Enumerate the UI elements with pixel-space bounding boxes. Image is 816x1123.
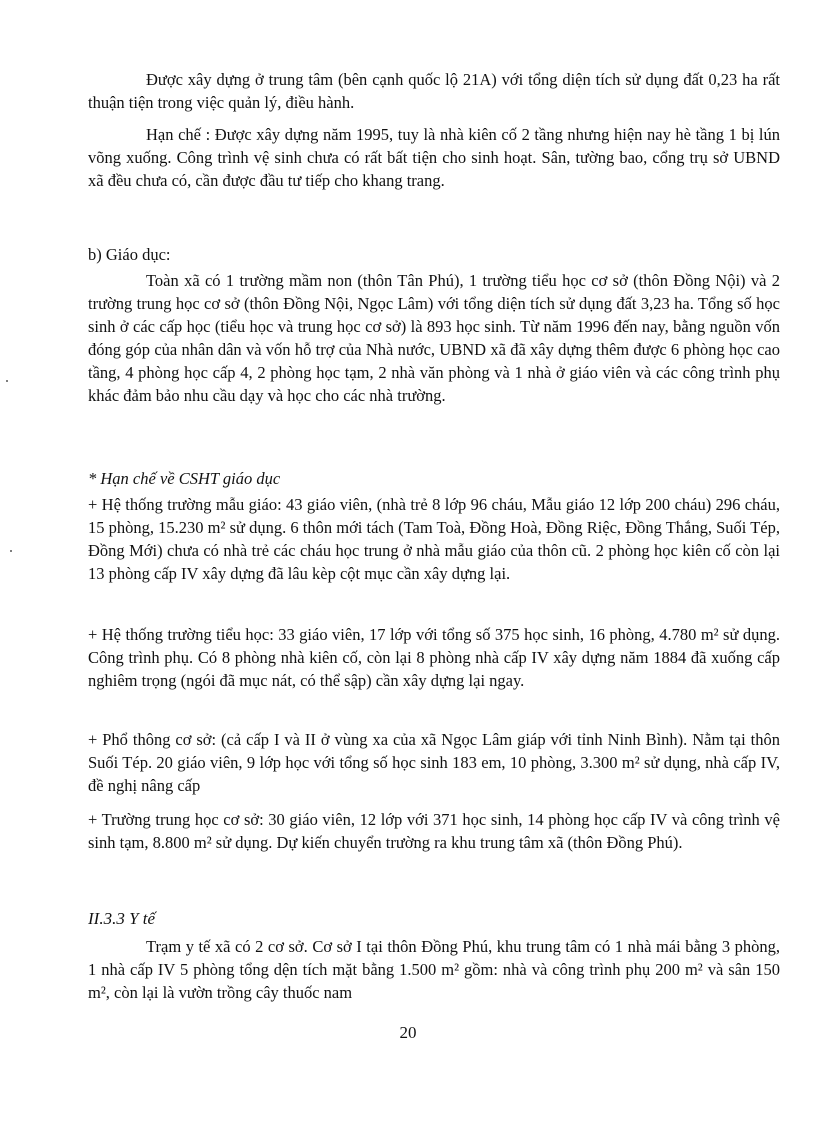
list-item-general-school: + Phổ thông cơ sở: (cả cấp I và II ở vùng xa của xã Ngọc Lâm giáp với tỉnh Ninh Bình). Nằm tại thôn Suối Tép. 20 giáo viên, 9 lớp học với tổng số học sinh 183 em, 10 phòng, 3.300 m² sử dụng, nhà cấp IV, đề nghị nâng cấp xyxy=(88,730,780,795)
list-item-primary: + Hệ thống trường tiểu học: 33 giáo viên, 17 lớp với tổng số 375 học sinh, 16 phòng, 4.780 m² sử dụng. Công trình phụ. Có 8 phòng nhà kiên cố, còn lại 8 phòng nhà cấp IV xây dựng năm 1884 đã xuống cấp nghiêm trọng (ngói đã mục nát, có thể sập) cần xây dựng lại ngay. xyxy=(88,625,780,690)
list-item-secondary: + Trường trung học cơ sở: 30 giáo viên, 12 lớp với 371 học sinh, 14 phòng học cấp IV và công trình vệ sinh tạm, 8.800 m² sử dụng. Dự kiến chuyển trường ra khu trung tâm xã (thôn Đồng Phú). xyxy=(88,810,780,852)
page-number: 20 xyxy=(399,1023,417,1042)
scan-speck xyxy=(10,550,12,552)
paragraph-limitations: Hạn chế : Được xây dựng năm 1995, tuy là nhà kiên cố 2 tầng nhưng hiện nay hè tầng 1 bị lún võng xuống. Công trình vệ sinh chưa có rất bất tiện cho sinh hoạt. Sân, tường bao, cổng trụ sở UBND xã đều chưa có, cần được đầu tư tiếp cho khang trang. xyxy=(88,125,780,190)
list-item-kindergarten: + Hệ thống trường mẫu giáo: 43 giáo viên, (nhà trẻ 8 lớp 96 cháu, Mẫu giáo 12 lớp 200 cháu) 296 cháu, 15 phòng, 15.230 m² sử dụng. 6 thôn mới tách (Tam Toà, Đồng Hoà, Đồng Riệc, Đồng Thắng, Suối Tép, Đồng Mới) chưa có nhà trẻ các cháu học trung ở nhà mẫu giáo của thôn cũ. 2 phòng học kiên cố còn lại 13 phòng cấp IV xây dựng đã lâu kèp cột mục cần xây dựng lại. xyxy=(88,495,780,583)
scan-speck xyxy=(6,380,8,382)
limitations-heading: * Hạn chế về CSHT giáo dục xyxy=(88,469,281,488)
paragraph-health: Trạm y tế xã có 2 cơ sở. Cơ sở I tại thôn Đồng Phú, khu trung tâm có 1 nhà mái bằng 3 phòng, 1 nhà cấp IV 5 phòng tổng dện tích mặt bằng 1.500 m² gồm: nhà và công trình phụ 200 m² và sân 150 m², còn lại là vườn trồng cây thuốc nam xyxy=(88,937,780,1002)
section-heading-health: II.3.3 Y tế xyxy=(88,909,156,928)
paragraph-education: Toàn xã có 1 trường mầm non (thôn Tân Phú), 1 trường tiểu học cơ sở (thôn Đồng Nội) và 2 trường trung học cơ sở (thôn Đồng Nội, Ngọc Lâm) với tổng diện tích sử dụng đất 3,23 ha. Tổng số học sinh ở các cấp học (tiểu học và trung học cơ sở) là 893 học sinh. Từ năm 1996 đến nay, bằng nguồn vốn đóng góp của nhân dân và vốn hỗ trợ của Nhà nước, UBND xã đã xây dựng thêm được 6 phòng học cao tầng, 4 phòng học cấp 4, 2 phòng học tạm, 2 nhà văn phòng và 1 nhà ở giáo viên và các công trình phụ khác đảm bảo nhu cầu dạy và học cho các nhà trường. xyxy=(88,271,780,405)
paragraph-intro: Được xây dựng ở trung tâm (bên cạnh quốc lộ 21A) với tổng diện tích sử dụng đất 0,23 ha rất thuận tiện trong việc quản lý, điều hành. xyxy=(88,70,780,112)
subsection-education-heading: b) Giáo dục: xyxy=(88,245,171,264)
